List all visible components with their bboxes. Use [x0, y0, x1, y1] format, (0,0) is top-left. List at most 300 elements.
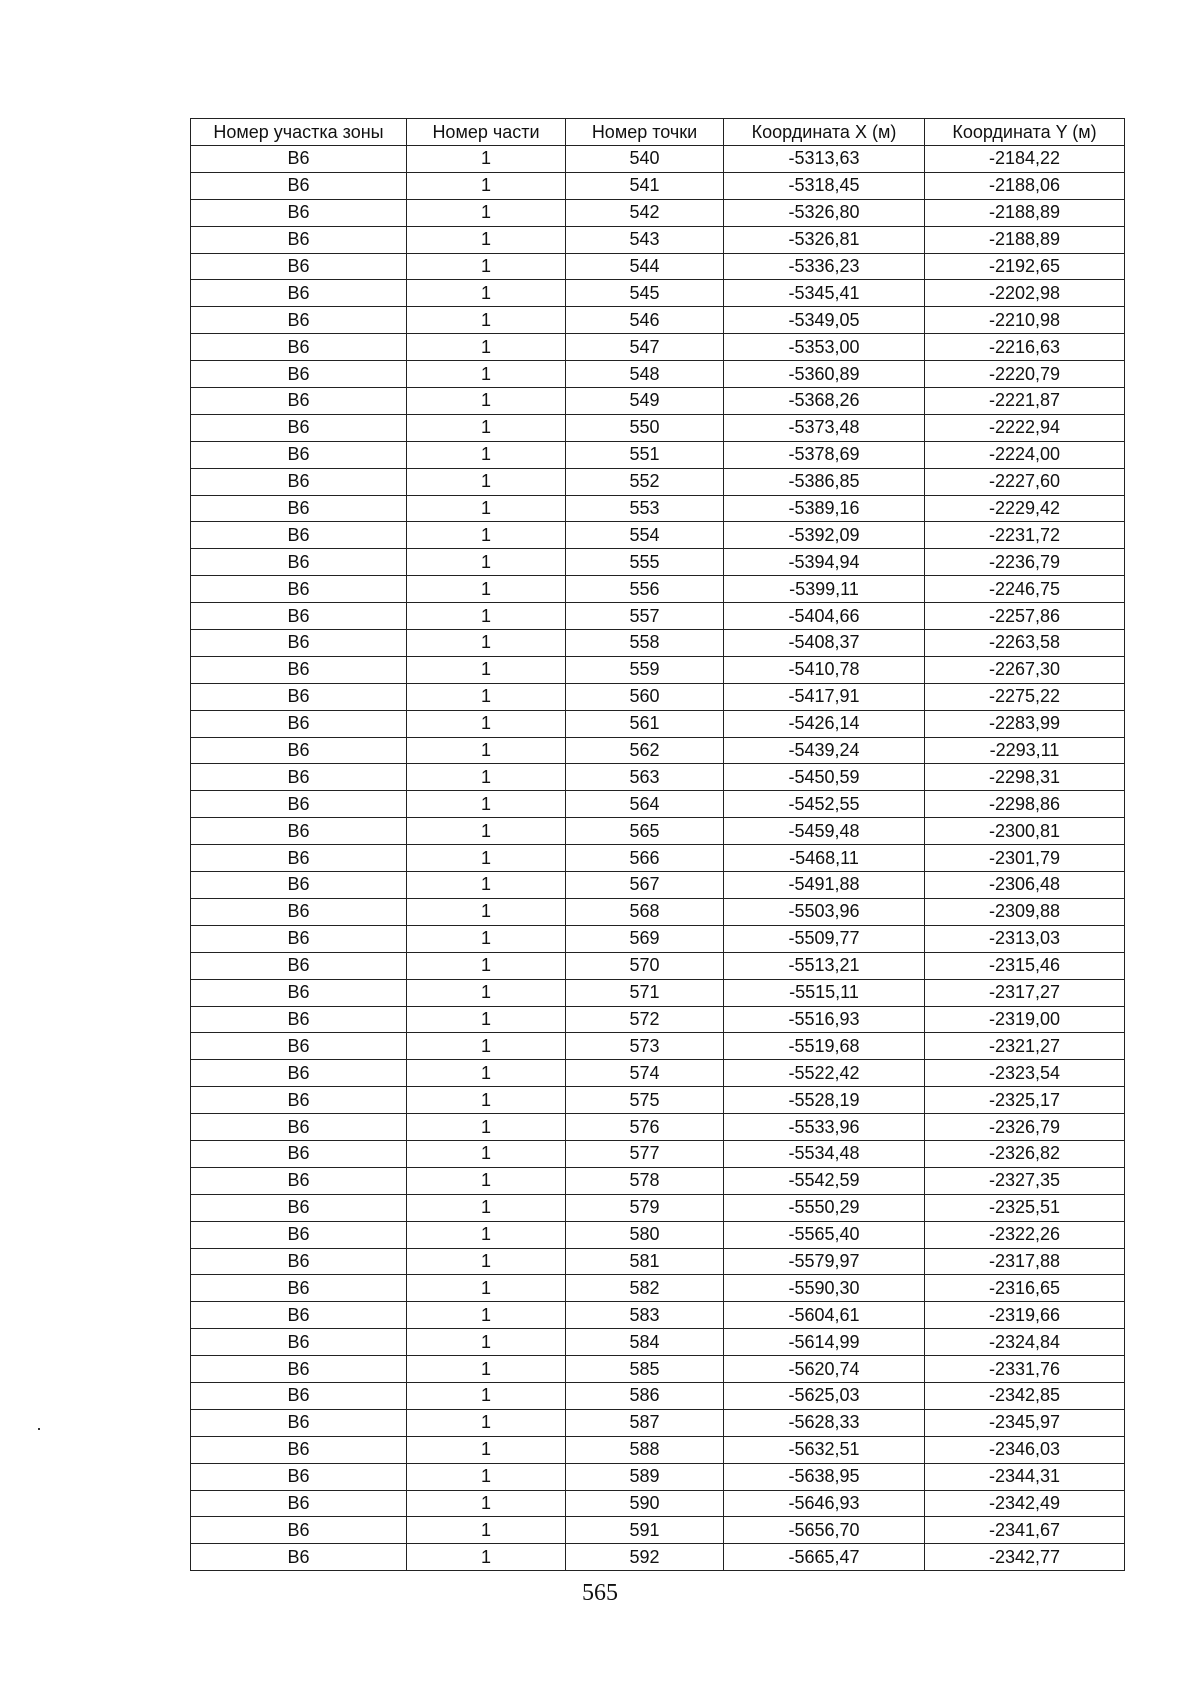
cell-coordinate-x: -5408,37: [724, 630, 925, 657]
table-row: [191, 1275, 1125, 1302]
cell-point-number: 549: [566, 388, 724, 415]
table-row: [191, 1544, 1125, 1571]
cell-part-number: 1: [407, 1006, 566, 1033]
cell-coordinate-x: -5452,55: [724, 791, 925, 818]
table-row: [191, 818, 1125, 845]
cell-part-number: 1: [407, 1194, 566, 1221]
table-row: [191, 872, 1125, 899]
cell-coordinate-x: -5519,68: [724, 1033, 925, 1060]
table-row: [191, 1382, 1125, 1409]
cell-part-number: 1: [407, 603, 566, 630]
cell-point-number: 589: [566, 1463, 724, 1490]
cell-coordinate-y: -2325,51: [925, 1194, 1125, 1221]
cell-coordinate-x: -5313,63: [724, 146, 925, 173]
cell-coordinate-x: -5426,14: [724, 710, 925, 737]
cell-part-number: 1: [407, 898, 566, 925]
cell-coordinate-y: -2246,75: [925, 576, 1125, 603]
cell-part-number: 1: [407, 845, 566, 872]
cell-coordinate-y: -2331,76: [925, 1356, 1125, 1383]
cell-coordinate-y: -2188,89: [925, 199, 1125, 226]
cell-coordinate-y: -2188,89: [925, 226, 1125, 253]
cell-coordinate-y: -2210,98: [925, 307, 1125, 334]
header-coordinate-y: Координата Y (м): [925, 119, 1125, 146]
cell-coordinate-y: -2227,60: [925, 468, 1125, 495]
cell-part-number: 1: [407, 710, 566, 737]
cell-point-number: 591: [566, 1517, 724, 1544]
cell-part-number: 1: [407, 1221, 566, 1248]
cell-coordinate-y: -2300,81: [925, 818, 1125, 845]
cell-coordinate-x: -5620,74: [724, 1356, 925, 1383]
cell-coordinate-y: -2319,00: [925, 1006, 1125, 1033]
cell-point-number: 557: [566, 603, 724, 630]
header-part-number: Номер части: [407, 119, 566, 146]
cell-coordinate-x: -5534,48: [724, 1140, 925, 1167]
cell-coordinate-y: -2188,06: [925, 172, 1125, 199]
cell-point-number: 540: [566, 146, 724, 173]
cell-point-number: 580: [566, 1221, 724, 1248]
cell-part-number: 1: [407, 1275, 566, 1302]
cell-point-number: 583: [566, 1302, 724, 1329]
cell-part-number: 1: [407, 146, 566, 173]
cell-coordinate-x: -5410,78: [724, 656, 925, 683]
cell-part-number: 1: [407, 441, 566, 468]
cell-coordinate-y: -2326,79: [925, 1114, 1125, 1141]
cell-part-number: 1: [407, 307, 566, 334]
cell-zone-section: В6: [191, 1033, 407, 1060]
cell-coordinate-y: -2313,03: [925, 925, 1125, 952]
cell-coordinate-y: -2344,31: [925, 1463, 1125, 1490]
cell-zone-section: В6: [191, 1329, 407, 1356]
cell-coordinate-y: -2224,00: [925, 441, 1125, 468]
cell-zone-section: В6: [191, 979, 407, 1006]
cell-zone-section: В6: [191, 388, 407, 415]
cell-point-number: 545: [566, 280, 724, 307]
cell-point-number: 551: [566, 441, 724, 468]
cell-coordinate-y: -2263,58: [925, 630, 1125, 657]
cell-point-number: 585: [566, 1356, 724, 1383]
cell-point-number: 579: [566, 1194, 724, 1221]
cell-coordinate-x: -5625,03: [724, 1382, 925, 1409]
cell-zone-section: В6: [191, 468, 407, 495]
cell-zone-section: В6: [191, 898, 407, 925]
table-row: [191, 253, 1125, 280]
cell-coordinate-y: -2327,35: [925, 1167, 1125, 1194]
cell-zone-section: В6: [191, 307, 407, 334]
table-row: [191, 603, 1125, 630]
table-row: [191, 952, 1125, 979]
cell-coordinate-y: -2283,99: [925, 710, 1125, 737]
cell-coordinate-y: -2317,27: [925, 979, 1125, 1006]
cell-zone-section: В6: [191, 656, 407, 683]
cell-zone-section: В6: [191, 1517, 407, 1544]
cell-coordinate-y: -2202,98: [925, 280, 1125, 307]
cell-coordinate-x: -5590,30: [724, 1275, 925, 1302]
cell-coordinate-x: -5604,61: [724, 1302, 925, 1329]
cell-zone-section: В6: [191, 441, 407, 468]
cell-coordinate-x: -5491,88: [724, 872, 925, 899]
table-row: [191, 1302, 1125, 1329]
cell-part-number: 1: [407, 791, 566, 818]
cell-coordinate-x: -5565,40: [724, 1221, 925, 1248]
cell-coordinate-x: -5533,96: [724, 1114, 925, 1141]
cell-zone-section: В6: [191, 1382, 407, 1409]
cell-point-number: 578: [566, 1167, 724, 1194]
cell-coordinate-x: -5326,81: [724, 226, 925, 253]
table-row: [191, 468, 1125, 495]
cell-point-number: 543: [566, 226, 724, 253]
cell-coordinate-y: -2326,82: [925, 1140, 1125, 1167]
cell-coordinate-y: -2342,85: [925, 1382, 1125, 1409]
cell-point-number: 556: [566, 576, 724, 603]
table-row: [191, 925, 1125, 952]
cell-part-number: 1: [407, 1060, 566, 1087]
cell-part-number: 1: [407, 414, 566, 441]
cell-part-number: 1: [407, 1167, 566, 1194]
cell-coordinate-y: -2275,22: [925, 683, 1125, 710]
cell-coordinate-y: -2316,65: [925, 1275, 1125, 1302]
cell-coordinate-x: -5516,93: [724, 1006, 925, 1033]
cell-part-number: 1: [407, 199, 566, 226]
table-row: [191, 1463, 1125, 1490]
cell-part-number: 1: [407, 1544, 566, 1571]
cell-part-number: 1: [407, 1140, 566, 1167]
cell-zone-section: В6: [191, 146, 407, 173]
cell-part-number: 1: [407, 1463, 566, 1490]
table-header-row: [191, 119, 1125, 146]
cell-part-number: 1: [407, 818, 566, 845]
cell-zone-section: В6: [191, 522, 407, 549]
cell-coordinate-x: -5579,97: [724, 1248, 925, 1275]
table-body: [191, 146, 1125, 1571]
table-row: [191, 656, 1125, 683]
cell-part-number: 1: [407, 495, 566, 522]
cell-coordinate-x: -5614,99: [724, 1329, 925, 1356]
cell-coordinate-y: -2293,11: [925, 737, 1125, 764]
cell-coordinate-y: -2346,03: [925, 1436, 1125, 1463]
cell-zone-section: В6: [191, 630, 407, 657]
cell-coordinate-x: -5389,16: [724, 495, 925, 522]
cell-coordinate-y: -2298,86: [925, 791, 1125, 818]
cell-point-number: 569: [566, 925, 724, 952]
cell-zone-section: В6: [191, 791, 407, 818]
cell-coordinate-x: -5522,42: [724, 1060, 925, 1087]
table-row: [191, 549, 1125, 576]
table-row: [191, 737, 1125, 764]
table-row: [191, 361, 1125, 388]
cell-coordinate-y: -2306,48: [925, 872, 1125, 899]
cell-coordinate-y: -2315,46: [925, 952, 1125, 979]
table-row: [191, 199, 1125, 226]
cell-part-number: 1: [407, 468, 566, 495]
cell-point-number: 588: [566, 1436, 724, 1463]
cell-coordinate-x: -5656,70: [724, 1517, 925, 1544]
table-row: [191, 898, 1125, 925]
cell-zone-section: В6: [191, 253, 407, 280]
cell-coordinate-x: -5450,59: [724, 764, 925, 791]
cell-coordinate-x: -5632,51: [724, 1436, 925, 1463]
cell-coordinate-x: -5378,69: [724, 441, 925, 468]
cell-part-number: 1: [407, 172, 566, 199]
cell-point-number: 592: [566, 1544, 724, 1571]
cell-point-number: 576: [566, 1114, 724, 1141]
cell-coordinate-x: -5628,33: [724, 1409, 925, 1436]
table-row: [191, 1517, 1125, 1544]
cell-point-number: 550: [566, 414, 724, 441]
cell-zone-section: В6: [191, 925, 407, 952]
cell-coordinate-y: -2229,42: [925, 495, 1125, 522]
table-row: [191, 388, 1125, 415]
table-row: [191, 1114, 1125, 1141]
cell-coordinate-x: -5665,47: [724, 1544, 925, 1571]
cell-zone-section: В6: [191, 1302, 407, 1329]
cell-coordinate-x: -5550,29: [724, 1194, 925, 1221]
table-row: [191, 1356, 1125, 1383]
cell-coordinate-y: -2324,84: [925, 1329, 1125, 1356]
cell-zone-section: В6: [191, 1167, 407, 1194]
table-row: [191, 1167, 1125, 1194]
cell-point-number: 573: [566, 1033, 724, 1060]
cell-coordinate-y: -2222,94: [925, 414, 1125, 441]
cell-coordinate-x: -5513,21: [724, 952, 925, 979]
table-row: [191, 307, 1125, 334]
cell-point-number: 544: [566, 253, 724, 280]
cell-coordinate-y: -2221,87: [925, 388, 1125, 415]
cell-coordinate-x: -5439,24: [724, 737, 925, 764]
cell-coordinate-y: -2322,26: [925, 1221, 1125, 1248]
cell-part-number: 1: [407, 683, 566, 710]
cell-part-number: 1: [407, 1302, 566, 1329]
table-row: [191, 1221, 1125, 1248]
cell-point-number: 555: [566, 549, 724, 576]
table-row: [191, 226, 1125, 253]
cell-coordinate-x: -5326,80: [724, 199, 925, 226]
cell-point-number: 575: [566, 1087, 724, 1114]
table-row: [191, 1140, 1125, 1167]
cell-point-number: 547: [566, 334, 724, 361]
cell-zone-section: В6: [191, 764, 407, 791]
table-row: [191, 576, 1125, 603]
cell-point-number: 548: [566, 361, 724, 388]
cell-coordinate-x: -5515,11: [724, 979, 925, 1006]
cell-part-number: 1: [407, 253, 566, 280]
table-row: [191, 1006, 1125, 1033]
cell-part-number: 1: [407, 1490, 566, 1517]
cell-point-number: 563: [566, 764, 724, 791]
cell-coordinate-y: -2323,54: [925, 1060, 1125, 1087]
cell-coordinate-y: -2231,72: [925, 522, 1125, 549]
cell-zone-section: В6: [191, 1248, 407, 1275]
table-row: [191, 791, 1125, 818]
cell-coordinate-x: -5542,59: [724, 1167, 925, 1194]
scan-speck: [38, 1428, 40, 1430]
table-row: [191, 522, 1125, 549]
table-row: [191, 979, 1125, 1006]
cell-point-number: 552: [566, 468, 724, 495]
cell-zone-section: В6: [191, 549, 407, 576]
cell-point-number: 587: [566, 1409, 724, 1436]
cell-coordinate-x: -5318,45: [724, 172, 925, 199]
cell-zone-section: В6: [191, 495, 407, 522]
cell-zone-section: В6: [191, 1490, 407, 1517]
cell-zone-section: В6: [191, 280, 407, 307]
cell-coordinate-x: -5394,94: [724, 549, 925, 576]
table-row: [191, 630, 1125, 657]
cell-zone-section: В6: [191, 710, 407, 737]
table-row: [191, 1194, 1125, 1221]
cell-coordinate-y: -2341,67: [925, 1517, 1125, 1544]
cell-coordinate-y: -2325,17: [925, 1087, 1125, 1114]
cell-zone-section: В6: [191, 1544, 407, 1571]
cell-coordinate-y: -2319,66: [925, 1302, 1125, 1329]
cell-part-number: 1: [407, 1409, 566, 1436]
cell-coordinate-y: -2342,49: [925, 1490, 1125, 1517]
cell-part-number: 1: [407, 1382, 566, 1409]
coordinates-table: [190, 118, 1125, 1571]
cell-zone-section: В6: [191, 818, 407, 845]
table-row: [191, 845, 1125, 872]
cell-coordinate-x: -5392,09: [724, 522, 925, 549]
cell-part-number: 1: [407, 280, 566, 307]
cell-point-number: 567: [566, 872, 724, 899]
cell-part-number: 1: [407, 1033, 566, 1060]
cell-part-number: 1: [407, 952, 566, 979]
cell-part-number: 1: [407, 1329, 566, 1356]
cell-part-number: 1: [407, 737, 566, 764]
cell-part-number: 1: [407, 1436, 566, 1463]
cell-point-number: 586: [566, 1382, 724, 1409]
table-row: [191, 764, 1125, 791]
table-row: [191, 1033, 1125, 1060]
cell-part-number: 1: [407, 1356, 566, 1383]
cell-zone-section: В6: [191, 361, 407, 388]
cell-coordinate-y: -2184,22: [925, 146, 1125, 173]
cell-coordinate-x: -5373,48: [724, 414, 925, 441]
cell-zone-section: В6: [191, 226, 407, 253]
cell-coordinate-x: -5468,11: [724, 845, 925, 872]
cell-zone-section: В6: [191, 1140, 407, 1167]
cell-coordinate-y: -2345,97: [925, 1409, 1125, 1436]
cell-coordinate-y: -2298,31: [925, 764, 1125, 791]
cell-coordinate-x: -5646,93: [724, 1490, 925, 1517]
page-number: 565: [582, 1580, 618, 1606]
cell-point-number: 577: [566, 1140, 724, 1167]
cell-coordinate-x: -5638,95: [724, 1463, 925, 1490]
cell-zone-section: В6: [191, 1114, 407, 1141]
cell-zone-section: В6: [191, 737, 407, 764]
cell-point-number: 590: [566, 1490, 724, 1517]
cell-point-number: 546: [566, 307, 724, 334]
table-row: [191, 1490, 1125, 1517]
cell-part-number: 1: [407, 764, 566, 791]
table-row: [191, 441, 1125, 468]
table-row: [191, 1060, 1125, 1087]
cell-part-number: 1: [407, 1248, 566, 1275]
table-row: [191, 710, 1125, 737]
cell-zone-section: В6: [191, 1463, 407, 1490]
cell-part-number: 1: [407, 1517, 566, 1544]
cell-part-number: 1: [407, 361, 566, 388]
cell-part-number: 1: [407, 925, 566, 952]
table-row: [191, 1248, 1125, 1275]
cell-part-number: 1: [407, 630, 566, 657]
cell-part-number: 1: [407, 576, 566, 603]
cell-zone-section: В6: [191, 172, 407, 199]
cell-part-number: 1: [407, 1087, 566, 1114]
cell-part-number: 1: [407, 872, 566, 899]
cell-zone-section: В6: [191, 1060, 407, 1087]
table-row: [191, 172, 1125, 199]
cell-coordinate-x: -5368,26: [724, 388, 925, 415]
table-row: [191, 495, 1125, 522]
cell-coordinate-y: -2267,30: [925, 656, 1125, 683]
cell-coordinate-x: -5345,41: [724, 280, 925, 307]
cell-zone-section: В6: [191, 1006, 407, 1033]
cell-part-number: 1: [407, 388, 566, 415]
cell-point-number: 582: [566, 1275, 724, 1302]
cell-zone-section: В6: [191, 1194, 407, 1221]
table-row: [191, 1436, 1125, 1463]
cell-zone-section: В6: [191, 414, 407, 441]
cell-coordinate-x: -5459,48: [724, 818, 925, 845]
cell-coordinate-y: -2301,79: [925, 845, 1125, 872]
cell-zone-section: В6: [191, 1436, 407, 1463]
cell-point-number: 560: [566, 683, 724, 710]
cell-zone-section: В6: [191, 576, 407, 603]
cell-point-number: 566: [566, 845, 724, 872]
cell-coordinate-x: -5349,05: [724, 307, 925, 334]
cell-coordinate-x: -5528,19: [724, 1087, 925, 1114]
cell-point-number: 554: [566, 522, 724, 549]
table-row: [191, 280, 1125, 307]
cell-part-number: 1: [407, 979, 566, 1006]
table-row: [191, 334, 1125, 361]
table-row: [191, 683, 1125, 710]
cell-point-number: 558: [566, 630, 724, 657]
cell-zone-section: В6: [191, 603, 407, 630]
cell-coordinate-x: -5386,85: [724, 468, 925, 495]
cell-coordinate-y: -2220,79: [925, 361, 1125, 388]
cell-point-number: 559: [566, 656, 724, 683]
cell-part-number: 1: [407, 549, 566, 576]
cell-point-number: 571: [566, 979, 724, 1006]
cell-part-number: 1: [407, 226, 566, 253]
cell-zone-section: В6: [191, 845, 407, 872]
cell-zone-section: В6: [191, 334, 407, 361]
cell-point-number: 574: [566, 1060, 724, 1087]
cell-coordinate-x: -5509,77: [724, 925, 925, 952]
cell-point-number: 564: [566, 791, 724, 818]
cell-coordinate-y: -2342,77: [925, 1544, 1125, 1571]
cell-point-number: 568: [566, 898, 724, 925]
cell-zone-section: В6: [191, 952, 407, 979]
cell-point-number: 584: [566, 1329, 724, 1356]
header-coordinate-x: Координата X (м): [724, 119, 925, 146]
cell-point-number: 581: [566, 1248, 724, 1275]
cell-point-number: 542: [566, 199, 724, 226]
cell-point-number: 553: [566, 495, 724, 522]
cell-coordinate-x: -5503,96: [724, 898, 925, 925]
cell-coordinate-y: -2236,79: [925, 549, 1125, 576]
cell-part-number: 1: [407, 656, 566, 683]
cell-coordinate-y: -2321,27: [925, 1033, 1125, 1060]
cell-part-number: 1: [407, 522, 566, 549]
table-row: [191, 146, 1125, 173]
cell-coordinate-y: -2257,86: [925, 603, 1125, 630]
header-zone-section: Номер участка зоны: [191, 119, 407, 146]
table-row: [191, 1409, 1125, 1436]
cell-zone-section: В6: [191, 683, 407, 710]
cell-zone-section: В6: [191, 1275, 407, 1302]
